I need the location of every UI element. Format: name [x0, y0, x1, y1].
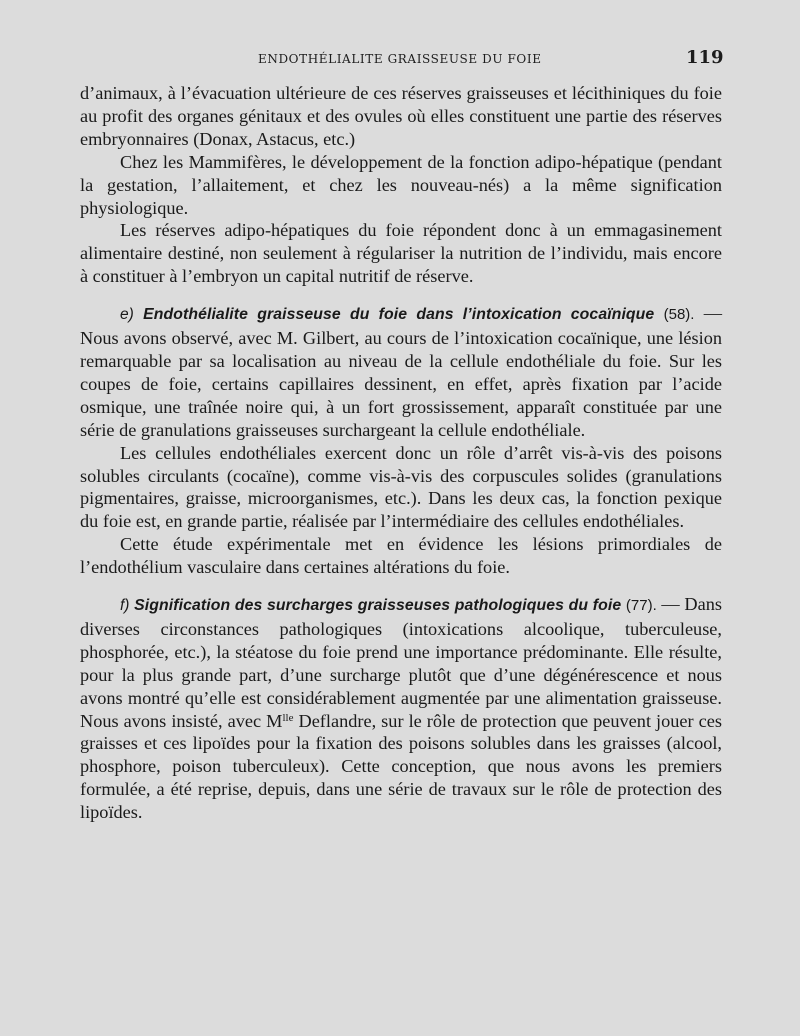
paragraph-etude-experimentale: Cette étude expérimentale met en évidence les lésions primordiales de l’endothélium vasculaire dans certaines altérations du foie. [80, 534, 722, 578]
section-f-title: Signification des surcharges graisseuses pathologiques du foie [134, 597, 622, 615]
section-f-reference: (77). [625, 597, 657, 615]
paragraph-mammiferes: Chez les Mammifères, le développement de la fonction adipo-hépatique (pendant la gestation, l’allaitement, et chez les nouveau-nés) a la même signification physiologique. [80, 151, 722, 218]
section-e-text: Nous avons observé, avec M. Gilbert, au cours de l’intoxication cocaïnique, une lésion remarquable par sa localisation au niveau de la cellule endothéliale du foie. Sur les coupes de foie, certains capillaires dessinent, en effet, après fixation par l’acide osmique, une traînée noire qui, à un fort grossissement, apparaît constituée par une série de granulations graisseuses surchargeant la cellule endothéliale. [80, 328, 722, 440]
superscript-lle: lle [282, 711, 294, 724]
page-header [0, 47, 800, 71]
section-e-title: Endothélialite graisseuse du foie dans l’intoxication cocaïnique [143, 306, 655, 324]
section-e-letter: e) [120, 306, 134, 324]
section-e-reference: (58). [663, 306, 695, 324]
section-f-dash: — [656, 594, 680, 615]
page-number: 119 [686, 47, 724, 68]
section-e-paragraph [80, 302, 722, 441]
paragraph-cellules-endotheliales: Les cellules endothéliales exercent donc un rôle d’arrêt vis-à-vis des poisons solubles circulants (cocaïne), comme vis-à-vis des corpuscules solides (granulations pigmentaires, graisse, microorganismes, etc.). Dans les deux cas, la fonction pexique du foie est, en grande partie, réalisée par l’intermédiaire des cellules endothéliales. [80, 442, 722, 532]
section-e-dash: — [694, 303, 723, 324]
paragraph-reserves-continuation: d’animaux, à l’évacuation ultérieure de ces réserves graisseuses et lécithiniques du foie au profit des organes génitaux et des ovules où elles constituent une partie des réserves embryonnaires (Donax, Astacus, etc.) [80, 83, 722, 149]
running-title: ENDOTHÉLIALITE GRAISSEUSE DU FOIE [258, 52, 542, 66]
section-f-paragraph [80, 593, 722, 824]
paragraph-reserves-adipo-hepatiques: Les réserves adipo-hépatiques du foie répondent donc à un emmagasinement alimentaire destiné, non seulement à régulariser la nutrition de l’individu, mais encore à constituer à l’embryon un capital nutritif de réserve. [80, 220, 722, 287]
section-f-letter: f) [120, 597, 130, 615]
page-body [80, 82, 722, 824]
section-f-text: Dans diverses circonstances pathologiques (intoxications alcoolique, tuberculeuse, phosphorée, etc.), la stéatose du foie prend une importance prédominante. Elle résulte, pour la plus grande part, d’une surcharge plutôt que d’une dégénérescence et nous avons montré qu’elle est considérablement augmentée par une alimentation graisseuse. Nous avons insisté, avec M [80, 594, 722, 731]
section-f-text-continued: Deflandre, sur le rôle de protection que peuvent jouer ces graisses et ces lipoïdes pour la fixation des poisons solubles dans les graisses (alcool, phosphore, poison tuberculeux). Cette conception, que nous avons les premiers formulée, a été reprise, depuis, dans une série de travaux sur le rôle de protection des lipoïdes. [80, 710, 723, 823]
